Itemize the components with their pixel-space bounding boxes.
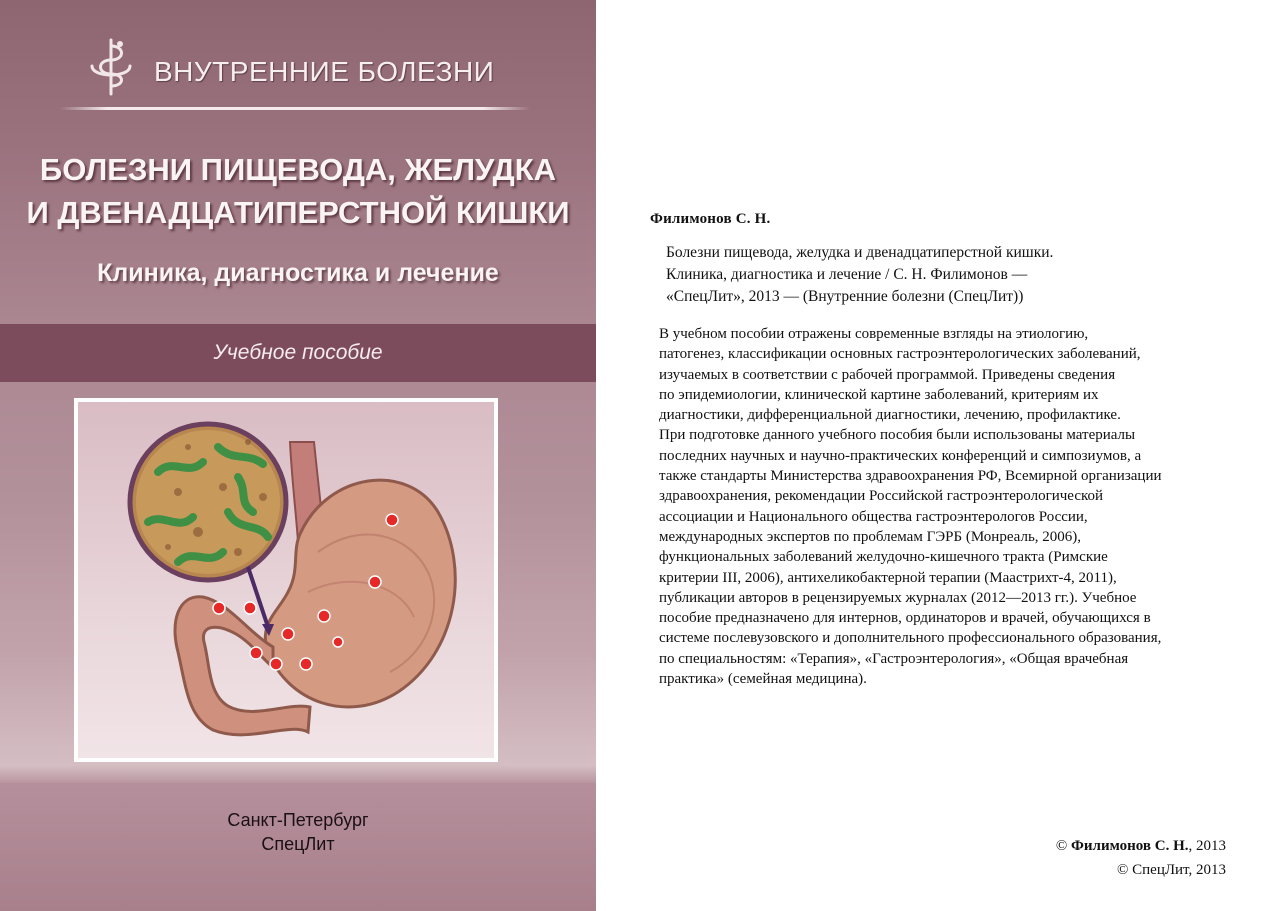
imprint-page (596, 0, 1280, 911)
abstract-line: по специальностям: «Терапия», «Гастроэнтерология», «Общая врачебная (659, 650, 1129, 667)
abstract-line: пособие предназначено для интернов, ординаторов и врачей, обучающихся в (659, 610, 1151, 627)
reference-line: «СпецЛит», 2013 — (Внутренние болезни (СпецЛит)) (666, 288, 1024, 305)
series-divider (60, 107, 530, 110)
book-type-band (0, 324, 596, 382)
abstract-line: ассоциации и Национального общества гастроэнтерологов России, (659, 508, 1088, 525)
book-title (0, 148, 596, 234)
book-title-line-2: И ДВЕНАДЦАТИПЕРСТНОЙ КИШКИ (26, 195, 570, 230)
abstract-line: также стандарты Министерства здравоохранения РФ, Всемирной организации (659, 468, 1162, 485)
abstract-line: функциональных заболеваний желудочно-кишечного тракта (Римские (659, 549, 1108, 566)
author-name: Филимонов С. Н. (650, 211, 771, 227)
abstract-line: здравоохранения, рекомендации Российской гастроэнтерологической (659, 488, 1104, 505)
abstract-line: изучаемых в соответствии с рабочей программой. Приведены сведения (659, 366, 1116, 383)
publisher-info (0, 808, 596, 856)
abstract-line: диагностики, дифференциальной диагностики, лечению, профилактике. (659, 407, 1121, 424)
book-cover (0, 0, 596, 911)
copyright-publisher: СпецЛит, 2013 (1132, 862, 1226, 878)
abstract-line: При подготовке данного учебного пособия были использованы материалы (659, 427, 1136, 444)
copyright-symbol: © (1055, 838, 1068, 854)
book-subtitle: Клиника, диагностика и лечение (97, 259, 499, 287)
copyright-block (1056, 834, 1226, 882)
abstract-line: В учебном пособии отражены современные взгляды на этиологию, (659, 326, 1089, 342)
caduceus-bowl-icon (80, 36, 142, 98)
bibliographic-reference (666, 242, 1226, 308)
abstract-line: системе послевузовского и дополнительного профессионального образования, (659, 630, 1162, 647)
book-type-label: Учебное пособие (213, 341, 383, 364)
copyright-author-year: , 2013 (1188, 838, 1226, 854)
cover-illustration-frame (74, 398, 498, 762)
reference-line: Болезни пищевода, желудка и двенадцатиперстной кишки. (666, 244, 1054, 261)
copyright-symbol: © (1116, 862, 1129, 878)
abstract-line: критерии III, 2006), антихеликобактерной терапии (Маастрихт-4, 2011), (659, 569, 1117, 586)
abstract-line: публикации авторов в рецензируемых журналах (2012—2013 гг.). Учебное (659, 589, 1137, 606)
reference-line: Клиника, диагностика и лечение / С. Н. Филимонов — (666, 266, 1028, 283)
abstract (659, 324, 1239, 689)
series-header (80, 36, 540, 100)
stomach-illustration (78, 402, 494, 758)
series-title: ВНУТРЕННИЕ БОЛЕЗНИ (154, 56, 495, 87)
abstract-line: международных экспертов по проблемам ГЭРБ (Монреаль, 2006), (659, 528, 1082, 545)
publisher-name: СпецЛит (261, 834, 335, 854)
abstract-line: последних научных и научно-практических конференций и симпозиумов, а (659, 447, 1142, 464)
publisher-city: Санкт-Петербург (227, 810, 369, 830)
abstract-line: практика» (семейная медицина). (659, 671, 867, 688)
book-title-line-1: БОЛЕЗНИ ПИЩЕВОДА, ЖЕЛУДКА (39, 152, 557, 187)
abstract-line: патогенез, классификации основных гастроэнтерологических заболеваний, (659, 346, 1141, 363)
abstract-line: по эпидемиологии, клинической картине заболеваний, критериям их (659, 386, 1099, 403)
copyright-author: Филимонов С. Н. (1071, 838, 1189, 854)
copyright-author-line (1056, 834, 1226, 858)
copyright-publisher-line (1056, 858, 1226, 882)
